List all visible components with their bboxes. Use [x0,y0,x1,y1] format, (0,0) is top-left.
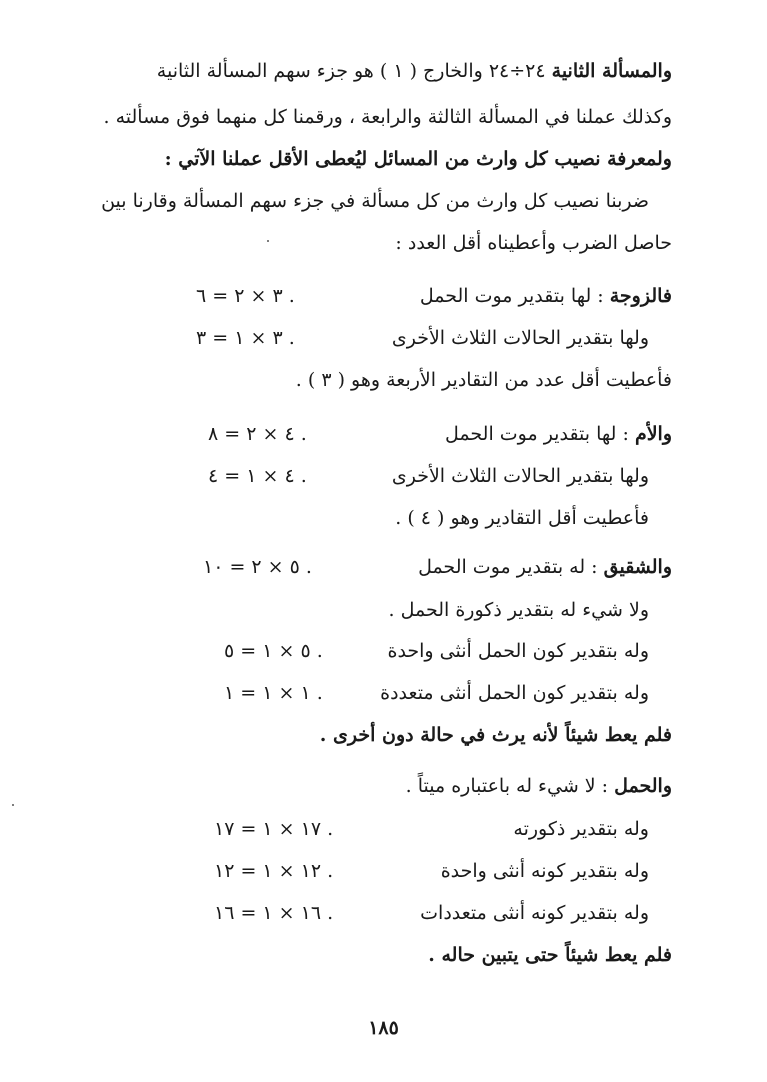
wife-row-1-label: : لها بتقدير موت الحمل [419,285,604,307]
brother-row-1-label: : له بتقدير موت الحمل [418,556,598,578]
scan-speck [12,804,14,806]
fetus-row-3-label: وله بتقدير كونه أنثى واحدة [440,860,649,882]
mother-row-2-calc: ٤ × ١ = ٤ . [208,465,307,487]
fetus-row-2-label: وله بتقدير ذكورته [513,818,649,840]
brother-row-1 [418,554,672,580]
wife-title: فالزوجة [609,285,672,307]
brother-row-3-label: وله بتقدير كون الحمل أنثى واحدة [387,640,649,662]
fetus-row-3-calc: ١٢ × ١ = ١٢ . [214,860,334,882]
mother-row-1-calc: ٤ × ٢ = ٨ . [208,423,307,445]
fetus-title: والحمل [614,775,672,797]
paragraph-line-2: وكذلك عملنا في المسألة الثالثة والرابعة ، ورقمنا كل منهما فوق مسألته . [103,106,672,128]
brother-row-1-calc: ٥ × ٢ = ١٠ . [203,556,312,578]
mother-row-1-label: : لها بتقدير موت الحمل [445,423,629,445]
wife-row-2-calc: ٣ × ١ = ٣ . [196,327,295,349]
brother-row-2-label: ولا شيء له بتقدير ذكورة الحمل . [388,599,649,621]
wife-row-2-label: ولها بتقدير الحالات الثلاث الأخرى [391,327,649,349]
brother-title: والشقيق [603,556,672,578]
wife-row-1 [420,283,672,309]
fetus-row-4-label: وله بتقدير كونه أنثى متعددات [420,902,649,924]
brother-row-4-calc: ١ × ١ = ١ . [224,682,323,704]
page-number: ١٨٥ [368,1017,399,1039]
fetus-row-2-calc: ١٧ × ١ = ١٧ . [214,818,334,840]
brother-row-4-label: وله بتقدير كون الحمل أنثى متعددة [380,682,649,704]
wife-row-1-calc: ٣ × ٢ = ٦ . [196,285,295,307]
mother-title: والأم [634,423,672,445]
paragraph-line-4: ضربنا نصيب كل وارث من كل مسألة في جزء سهم المسألة وقارنا بين [101,190,649,212]
mother-row-1 [445,421,672,447]
paragraph-line-5: حاصل الضرب وأعطيناه أقل العدد : [395,232,672,254]
fetus-row-1 [406,773,672,799]
wife-conclusion: فأعطيت أقل عدد من التقادير الأربعة وهو ( ٣ ) . [295,369,672,391]
scan-speck [267,240,269,242]
mother-row-2-label: ولها بتقدير الحالات الثلاث الأخرى [391,465,649,487]
paragraph-line-1 [157,58,672,84]
paragraph-text: ٢٤÷٢٤ والخارج ( ١ ) هو جزء سهم المسألة الثانية [156,60,552,82]
fetus-row-4-calc: ١٦ × ١ = ١٦ . [214,902,334,924]
brother-row-3-calc: ٥ × ١ = ٥ . [224,640,323,662]
heading-second-problem: والمسألة الثانية [551,60,672,82]
brother-conclusion: فلم يعط شيئاً لأنه يرث في حالة دون أخرى . [319,724,672,746]
fetus-row-1-label: : لا شيء له باعتباره ميتاً . [405,775,609,797]
mother-conclusion: فأعطيت أقل التقادير وهو ( ٤ ) . [395,507,649,529]
paragraph-line-3: ولمعرفة نصيب كل وارث من المسائل ليُعطى الأقل عملنا الآتي : [164,148,672,170]
fetus-conclusion: فلم يعط شيئاً حتى يتبين حاله . [428,944,672,966]
